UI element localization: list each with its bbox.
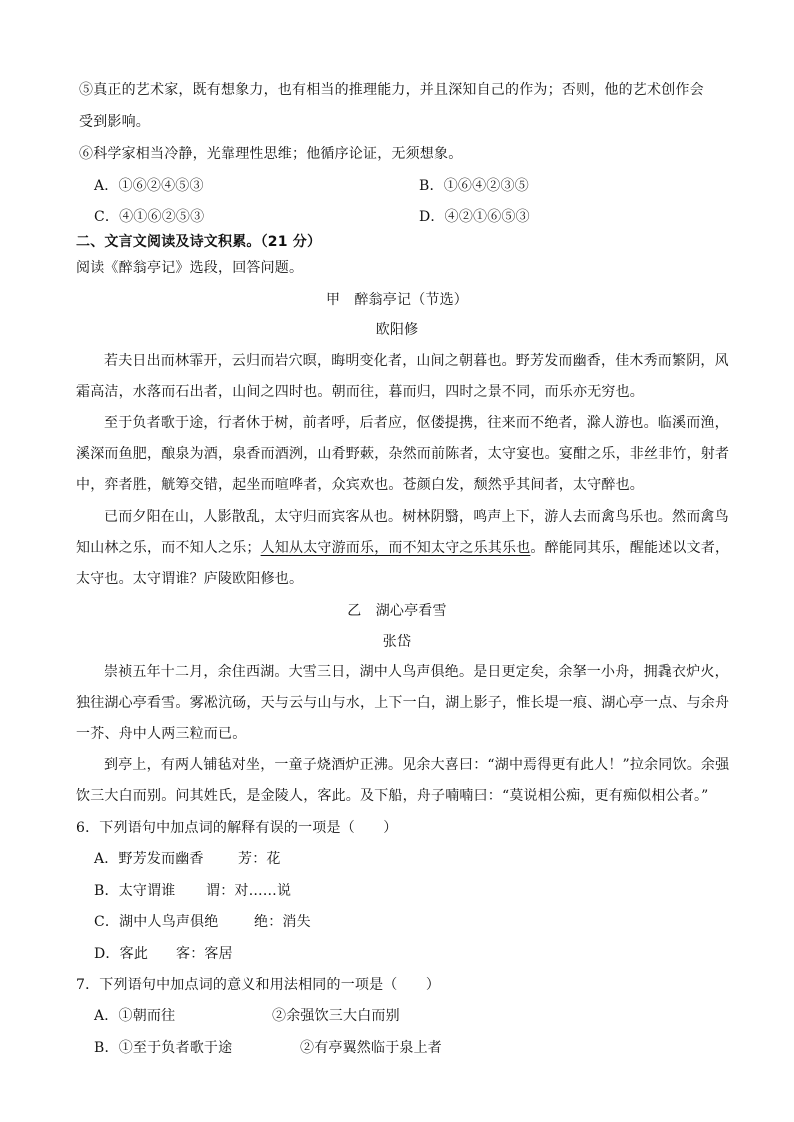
q7-option-a-first: A．①朝而往 (94, 1008, 176, 1024)
q7-option-b-first: B．①至于负者歌于途 (94, 1040, 233, 1056)
passage-a-title: 甲 醉翁亭记（节选） (326, 292, 468, 308)
q6-option-c: C．湖中人鸟声俱绝 (94, 914, 219, 930)
passage-b-p1-line1: 崇祯五年十二月，余住西湖。大雪三日，湖中人鸟声俱绝。是日更定矣，余拏一小舟，拥毳衣炉火， (104, 664, 729, 680)
order-option-d: D．④②①⑥⑤③ (419, 209, 530, 225)
passage-a-p3-line3: 太守也。太守谓谁？庐陵欧阳修也。 (76, 571, 304, 587)
passage-b-p2-line2: 饮三大白而别。问其姓氏，是金陵人，客此。及下船，舟子喃喃曰：“莫说相公痴，更有痴似相公者。” (76, 788, 709, 804)
q7-option-b-second: ②有亭翼然临于泉上者 (300, 1040, 442, 1056)
q6-option-b: B．太守谓谁 (94, 883, 176, 899)
section-heading: 二、文言文阅读及诗文积累。（21 分） (76, 234, 322, 250)
passage-b-p1-line2: 独往湖心亭看雪。雾凇沆砀，天与云与山与水，上下一白，湖上影子，惟长堤一痕、湖心亭一点、与余舟 (76, 695, 730, 711)
question-6-stem: 6．下列语句中加点词的解释有误的一项是（ ） (76, 820, 398, 836)
passage-a-p2-line2: 溪深而鱼肥，酿泉为酒，泉香而酒洌，山肴野蔌，杂然而前陈者，太守宴也。宴酣之乐，非丝非竹，射者 (76, 446, 730, 462)
order-option-b: B．①⑥④②③⑤ (419, 178, 529, 194)
passage-b-title: 乙 湖心亭看雪 (347, 603, 447, 619)
q6-option-b-gloss: 谓：对……说 (206, 883, 292, 899)
passage-a-author: 欧阳修 (375, 322, 419, 338)
underlined-sentence: 人知从太守游而乐，而不知太守之乐其乐也 (260, 540, 531, 556)
order-option-a: A．①⑥②④⑤③ (94, 178, 204, 194)
q6-option-d: D．客此 (94, 946, 149, 962)
passage-a-p3-line1: 已而夕阳在山，人影散乱，太守归而宾客从也。树林阴翳，鸣声上下，游人去而禽鸟乐也。然而禽鸟 (104, 509, 729, 525)
passage-b-p2-line1: 到亭上，有两人铺毡对坐，一童子烧酒炉正沸。见余大喜曰：“湖中焉得更有此人！”拉余同饮。余强 (104, 757, 730, 773)
sentence-item-5-line1: ⑤真正的艺术家，既有想象力，也有相当的推理能力，并且深知自己的作为；否则，他的艺术创作会 (79, 82, 704, 98)
passage-a-p2-line1: 至于负者歌于途，行者休于树，前者呼，后者应，伛偻提携，往来而不绝者，滁人游也。临溪而渔， (104, 415, 729, 431)
q6-option-a: A．野芳发而幽香 (94, 851, 204, 867)
passage-a-p3-line2-part1: 知山林之乐，而不知人之乐； (76, 540, 261, 556)
passage-a-p1-line1: 若夫日出而林霏开，云归而岩穴暝，晦明变化者，山间之朝暮也。野芳发而幽香，佳木秀而繁阴，风 (104, 353, 729, 369)
order-option-c: C．④①⑥②⑤③ (94, 209, 205, 225)
section-intro: 阅读《醉翁亭记》选段，回答问题。 (76, 260, 304, 276)
passage-a-p3-line2-part2: 。醉能同其乐，醒能述以文者， (530, 540, 730, 556)
sentence-item-5-line2: 受到影响。 (79, 114, 150, 130)
sentence-item-6: ⑥科学家相当冷静，光靠理性思维；他循序论证，无须想象。 (79, 146, 463, 162)
q7-option-a-second: ②余强饮三大白而别 (272, 1008, 400, 1024)
passage-a-p2-line3: 中，弈者胜，觥筹交错，起坐而喧哗者，众宾欢也。苍颜白发，颓然乎其间者，太守醉也。 (76, 477, 644, 493)
question-7-stem: 7．下列语句中加点词的意义和用法相同的一项是（ ） (76, 977, 441, 993)
passage-b-p1-line3: 一芥、舟中人两三粒而已。 (76, 726, 247, 742)
q6-option-d-gloss: 客：客居 (176, 946, 233, 962)
q6-option-a-gloss: 芳：花 (238, 851, 281, 867)
passage-a-p3-line2 (76, 538, 729, 558)
q6-option-c-gloss: 绝：消失 (254, 914, 311, 930)
passage-b-author: 张岱 (382, 634, 412, 650)
passage-a-p1-line2: 霜高洁，水落而石出者，山间之四时也。朝而往，暮而归，四时之景不同，而乐亦无穷也。 (76, 384, 644, 400)
